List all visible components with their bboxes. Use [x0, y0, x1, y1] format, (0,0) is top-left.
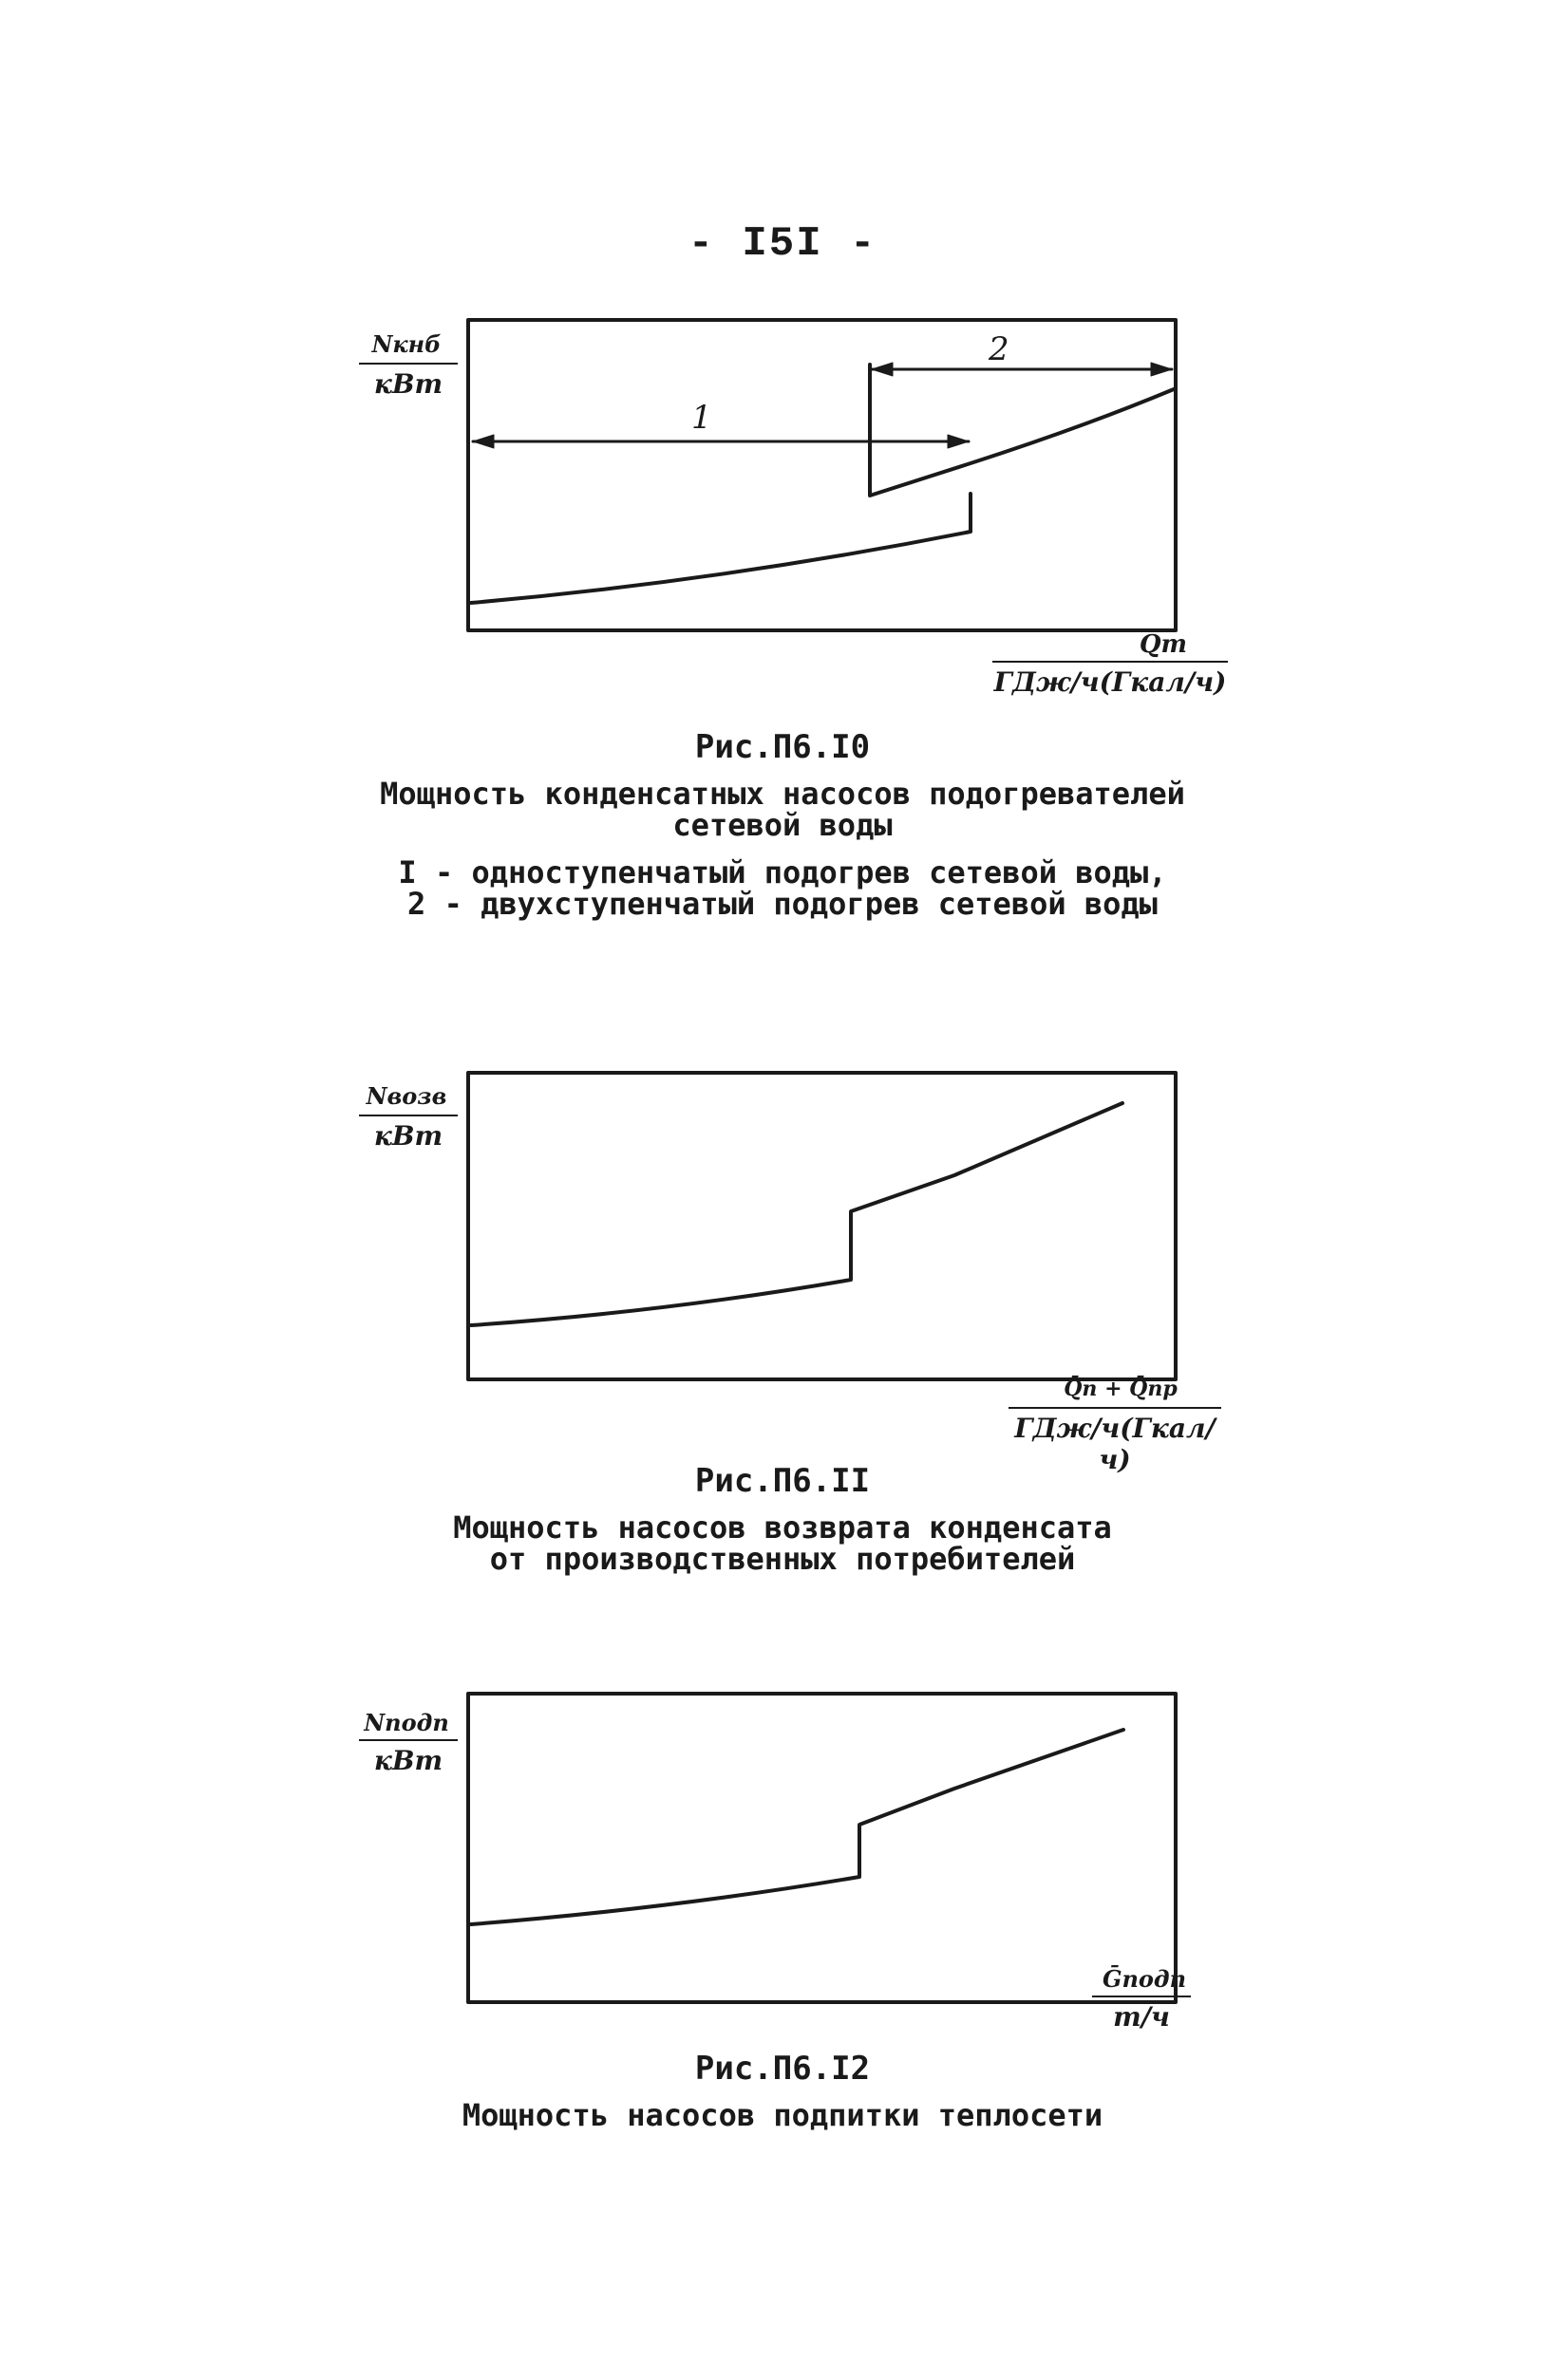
fig12-caption	[0, 2052, 1565, 2131]
fig10-frame	[468, 320, 1176, 630]
fig11-curve	[471, 1103, 1122, 1325]
fig12-y-label-bottom: кВт	[373, 1745, 443, 1776]
fig10-caption-line-1: Мощность конденсатных насосов подогревателей	[380, 775, 1185, 812]
fig11-caption-line-2: от производственных потребителей	[489, 1541, 1076, 1578]
fig10-curve-1	[471, 494, 971, 603]
fig11-x-label-bottom: ГДж/ч(Гкал/ч)	[1014, 1413, 1216, 1475]
fig10-caption-line-2: сетевой воды	[672, 807, 893, 844]
fig10-caption	[0, 728, 1565, 923]
fig10-range-label-1: 1	[691, 399, 712, 437]
fig11-x-label-fraction-line	[1009, 1407, 1221, 1409]
fig11-caption-line-1: Мощность насосов возврата конденсата	[453, 1509, 1112, 1546]
fig10-x-label-bottom: ГДж/ч(Гкал/ч)	[993, 666, 1227, 698]
fig12-curve	[471, 1730, 1123, 1924]
fig10-y-label-fraction-line	[359, 363, 458, 365]
fig12-y-label-top: Nподп	[364, 1709, 449, 1736]
fig11-caption	[0, 1462, 1565, 1578]
fig11-frame	[468, 1073, 1176, 1379]
fig12-y-label-fraction-line	[359, 1739, 458, 1741]
fig10-legend-item-1: I - одноступенчатый подогрев сетевой воды,	[398, 853, 1167, 890]
fig11-y-label-bottom: кВт	[373, 1120, 443, 1152]
fig10-y-label-top: Nкнб	[371, 330, 442, 358]
fig12-x-label-fraction-line	[1092, 1996, 1191, 1997]
page-number: - I5I -	[688, 220, 877, 268]
fig10-x-label-top: Q̄т	[1139, 630, 1188, 659]
fig10-caption-title: Рис.П6.I0	[694, 728, 871, 766]
fig10-curve-2	[870, 365, 1174, 496]
fig11-y-label-fraction-line	[359, 1115, 458, 1116]
fig11-x-label-top: Q̄п + Q̄пр	[1064, 1377, 1178, 1401]
fig12-caption-line-1: Мощность насосов подпитки теплосети	[462, 2096, 1103, 2133]
fig10-x-label-fraction-line	[992, 661, 1228, 663]
fig11-plot	[468, 1073, 1176, 1379]
fig11-y-label-top: Nвозв	[366, 1082, 447, 1110]
fig10-legend-item-2: 2 - двухступенчатый подогрев сетевой воды	[407, 886, 1158, 923]
fig10-plot	[468, 320, 1176, 630]
fig12-plot	[468, 1694, 1176, 2002]
fig12-x-label-top: Ḡподп	[1102, 1965, 1187, 1993]
fig12-caption-title: Рис.П6.I2	[694, 2050, 871, 2088]
fig10-range-label-2: 2	[989, 330, 1009, 368]
fig12-frame	[468, 1694, 1176, 2002]
fig10-y-label-bottom: кВт	[373, 368, 443, 400]
fig12-x-label-bottom: т/ч	[1113, 2001, 1170, 2033]
fig11-caption-title: Рис.П6.II	[694, 1462, 871, 1500]
